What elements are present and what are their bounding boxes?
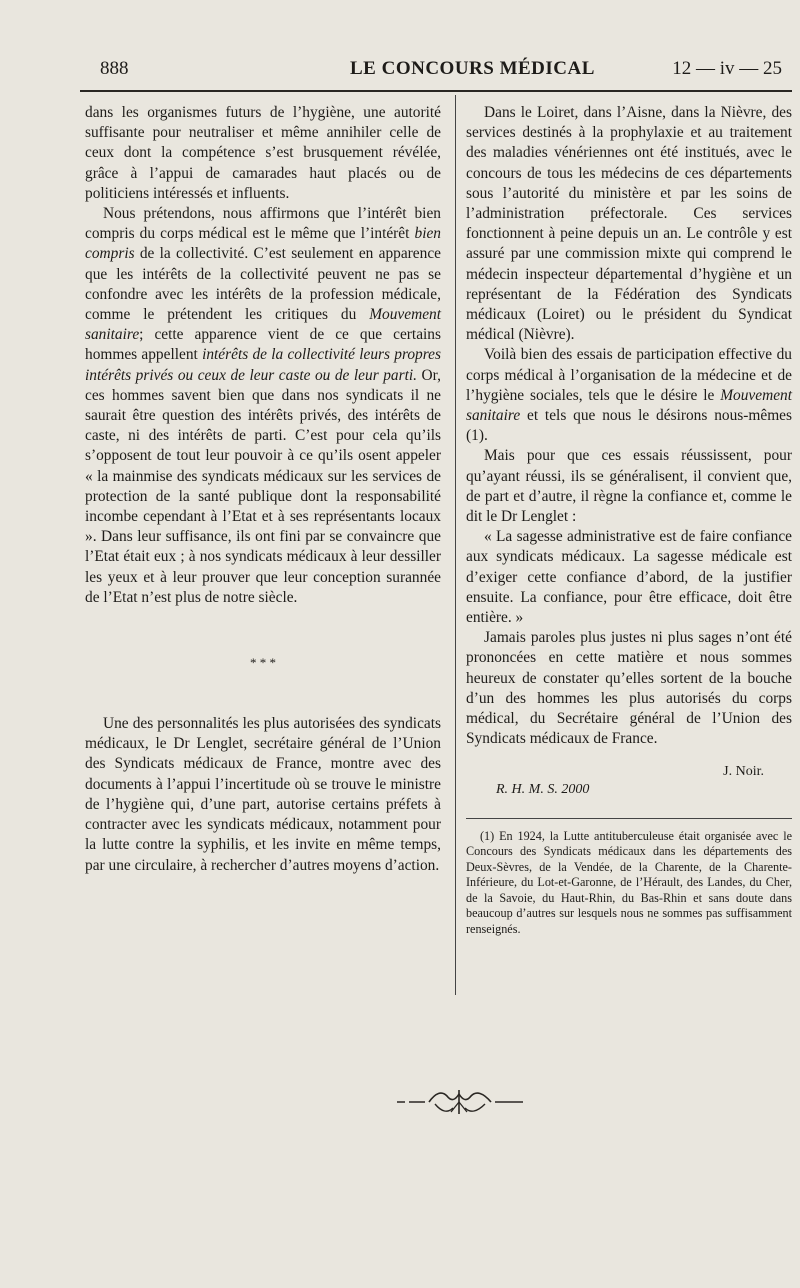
left-paragraph-1: dans les organismes futurs de l’hygiène, une autorité suffisante pour neutraliser et même annihiler celle de ceux dont la compétence s’est brusquement révélée, grâce à l’appui de camarades haut placés ou de politiciens intéressés et influents.	[85, 104, 441, 202]
left-paragraph-3: Une des personnalités les plus autorisées des syndicats médicaux, le Dr Lenglet, secrétaire général de l’Union des Syndicats médicaux de France, montre avec des documents à l’appui l’incertitude où se trouve le ministre de l’hygiène qui, d’une part, autorise certains préfets à contracter avec les syndicats médicaux, notamment pour la lutte contre la syphilis, et les invite en même temps, par une circulaire, à rechercher d’autres moyens d’action.	[85, 715, 441, 874]
right-paragraph-5: Jamais paroles plus justes ni plus sages n’ont été prononcées en cette matière et nous sommes heureux de constater qu’elles sortent de la bouche d’un des hommes les plus autorisés du corps médical, du Secrétaire général de l’Union des Syndicats médicaux de France.	[466, 629, 792, 748]
section-separator-stars: * * *	[250, 655, 276, 671]
left-column	[85, 103, 441, 876]
footnote: (1) En 1924, la Lutte antituberculeuse était organisée avec le Concours des Syndicats médicaux dans les départements des Deux-Sèvres, de la Vendée, de la Charente, de la Charente-Inférieure, du Lot-et-Garonne, de l’Hérault, des Landes, du Cher, de la Savoie, du Haut-Rhin, du Bas-Rhin et sans doute dans beaucoup d’autres sur lesquels nous ne sommes pas suffisamment renseignés.	[466, 828, 792, 937]
right-column	[466, 103, 792, 938]
page-number: 888	[100, 58, 129, 79]
right-paragraph-1: Dans le Loiret, dans l’Aisne, dans la Nièvre, des services destinés à la prophylaxie et au traitement des maladies vénériennes ont été institués, avec le concours de tous les médecins de ces départements sous l’autorité du ministère et par les soins de l’administration préfectorale. Ces services fonctionnent à peine depuis un an. Le contrôle y est assuré par une commission mixte qui comprend le médecin inspecteur départemental d’hygiène et un représentant de la Fédération des Syndicats médicaux (Loiret) ou le président du Syndicat médical (Nièvre).	[466, 104, 792, 344]
column-divider	[455, 95, 456, 995]
footnote-rule	[466, 818, 792, 819]
right-paragraph-2: Voilà bien des essais de participation effective du corps médical à l’organisation de la médecine et de l’hygiène sociales, tels que le désire le Mouvement sanitaire et tels que nous le désirons nous-mêmes (1).	[466, 346, 792, 445]
header-rule	[80, 90, 792, 92]
vignette-ornament-icon	[395, 1082, 525, 1122]
quotation: « La sagesse administrative est de faire confiance aux syndicats médicaux. La sagesse médicale est d’exiger cette confiance d’abord, de la justifier ensuite. La confiance, pour être efficace, doit être entière. »	[466, 528, 792, 627]
running-header	[100, 58, 790, 88]
reference-code: R. H. M. S. 2000	[496, 781, 590, 797]
author-signature: J. Noir.	[723, 763, 764, 779]
right-paragraph-3: Mais pour que ces essais réussissent, pour qu’ayant réussi, ils se généralisent, il convient que, de part et d’autre, il règne la confiance et, comme le dit le Dr Lenglet :	[466, 447, 792, 526]
issue-date: 12 — iv — 25	[672, 58, 782, 79]
left-paragraph-2: Nous prétendons, nous affirmons que l’intérêt bien compris du corps médical est le même que l’intérêt bien compris de la collectivité. C’est seulement en apparence que les intérêts de la collectivité peuvent ne pas se confondre avec les intérêts de la profession médicale, comme le prétendent les critiques du Mouvement sanitaire; cette apparence vient de ce que certains hommes appellent intérêts de la collectivité leurs propres intérêts privés ou ceux de leur caste ou de leur parti. Or, ces hommes savent bien que dans nos syndicats il ne saurait être question des intérêts privés, des intérêts de caste, ni des intérêts de parti. C’est pour cela qu’ils s’opposent de tout leur pouvoir à ce qu’ils osent appeler « la mainmise des syndicats médicaux sur les services de protection de la santé publique dont la responsabilité incombe cependant à l’Etat et à ses représentants locaux ». Dans leur suffisance, ils ont fini par se convaincre que l’Etat était eux ; à nos syndicats médicaux à leur dessiller les yeux et à leur prouver que leur conception surannée de l’Etat n’est plus de notre siècle.	[85, 205, 441, 606]
journal-title: LE CONCOURS MÉDICAL	[350, 58, 595, 79]
